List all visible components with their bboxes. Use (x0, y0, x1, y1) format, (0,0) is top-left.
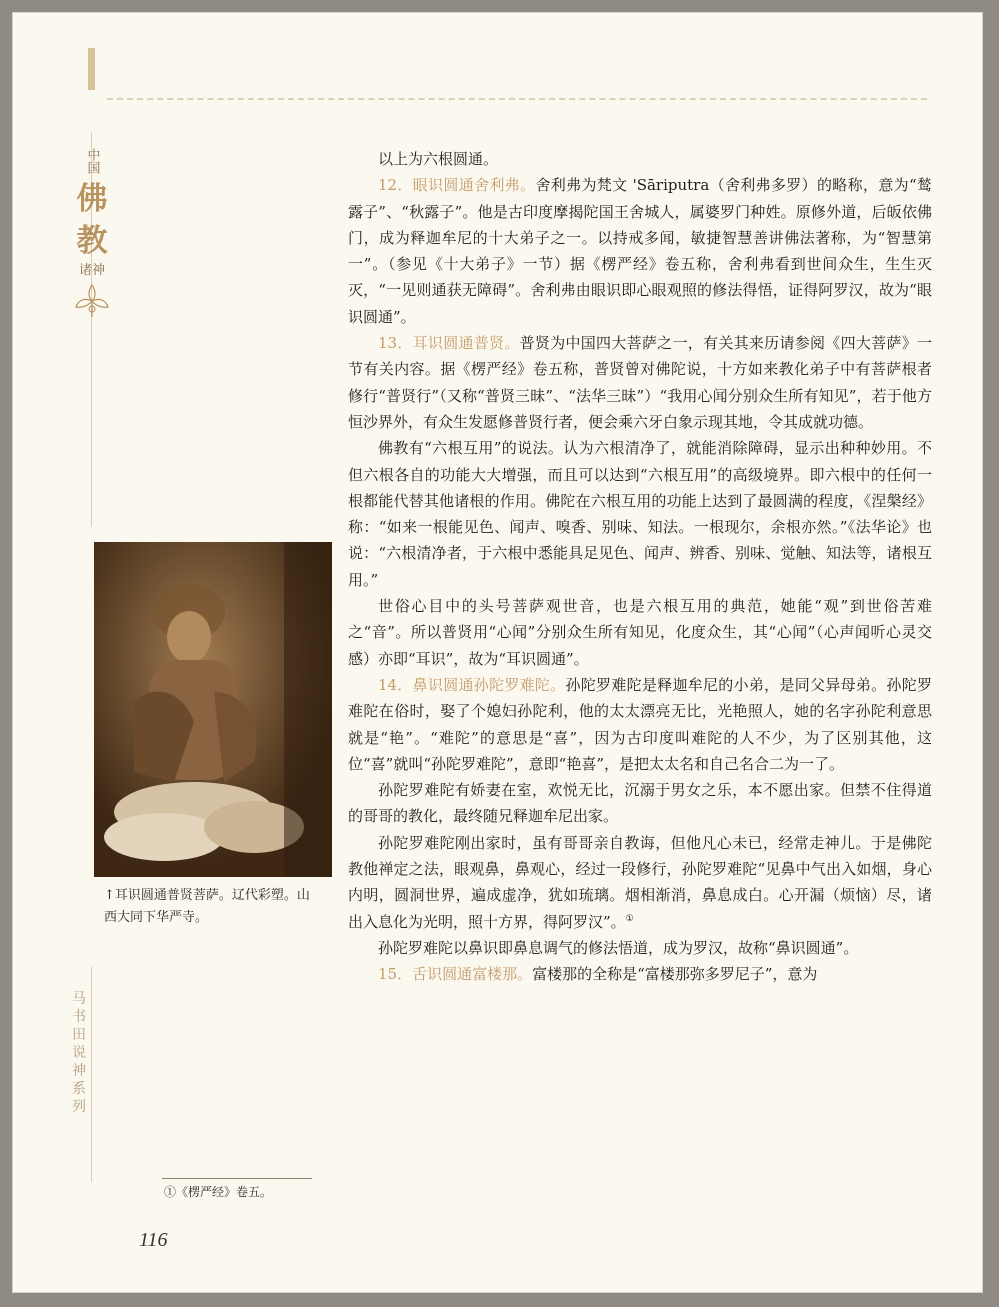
section-heading: 15．舌识圆通富楼那。 (378, 965, 533, 984)
samantabhadra-statue-icon (94, 542, 332, 877)
body-text (348, 146, 932, 988)
bodhisattva-photo (94, 542, 332, 877)
section-heading: 13．耳识圆通普贤。 (378, 334, 520, 353)
brand-char-1: 佛 (76, 181, 108, 217)
paragraph: 佛教有“六根互用”的说法。认为六根清净了，就能消除障碍，显示出种种妙用。不但六根各自的功能大大增强，而且可以达到“六根互用”的高级境界。即六根中的任何一根都能代替其他诸根的作用。佛陀在六根互用的功能上达到了最圆满的程度，《涅槃经》称：“如来一根能见色、闻声、嗅香、别味、知法。一根现尔，余根亦然。”《法华论》也说：“六根清净者，于六根中悉能具足见色、闻声、辨香、别味、觉触、知法等，诸根互用。” (348, 439, 932, 589)
section-heading: 14．鼻识圆通孙陀罗难陀。 (378, 675, 566, 694)
paragraph: 孙陀罗难陀有娇妻在室，欢悦无比，沉溺于男女之乐，本不愿出家。但禁不住得道的哥哥的教化，最终随兄释迦牟尼出家。 (348, 781, 932, 826)
footnote-rule (162, 1178, 312, 1179)
header-gold-bar (88, 48, 95, 90)
paragraph: 孙陀罗难陀以鼻识即鼻息调气的修法悟道，成为罗汉，故称“鼻识圆通”。 (378, 938, 859, 957)
brand-bottom: 诸神 (78, 263, 105, 278)
brand-top: 中国 (84, 148, 100, 174)
footnote-marker: ① (625, 913, 634, 924)
book-brand (70, 144, 114, 321)
header-dashed-line (107, 98, 927, 100)
paragraph: 12．眼识圆通舍利弗。舍利弗为梵文 'Sāriputra（舍利弗多罗）的略称，意为“鹙露子”、“秋露子”。他是古印度摩揭陀国王舍城人，属婆罗门种姓。原修外道，后皈依佛门，成为释迦牟尼的十大弟子之一。以持戒多闻，敏捷智慧善讲佛法著称，为“智慧第一”。（参见《十大弟子》一节）据《楞严经》卷五称，舍利弗看到世间众生，生生灭灭，“一见则通获无障碍”。舍利弗由眼识即心眼观照的修法得悟，证得阿罗汉，故为“眼识圆通”。 (348, 176, 932, 326)
paragraph: 以上为六根圆通。 (378, 150, 499, 168)
series-title: 马书田说神系列 (72, 991, 86, 1115)
paragraph: 13．耳识圆通普贤。普贤为中国四大菩萨之一，有关其来历请参阅《四大菩萨》一节有关内容。据《楞严经》卷五称，普贤曾对佛陀说，十方如来教化弟子中有菩萨根者修行“普贤行”（又称“普贤三昧”、“法华三昧”）“我用心闻分别众生所有知见”，若于他方恒沙界外，有众生发愿修普贤行者，便会乘六牙白象示现其地，令其成就功德。 (348, 334, 932, 431)
paragraph: 14．鼻识圆通孙陀罗难陀。孙陀罗难陀是释迦牟尼的小弟，是同父异母弟。孙陀罗难陀在俗时，娶了个媳妇孙陀利，他的太太漂亮无比，光艳照人，她的名字孙陀利意思就是“艳”。“难陀”的意思是“喜”，因为古印度叫难陀的人不少，为了区别其他，这位“喜”就叫“孙陀罗难陀”，意即“艳喜”，是把太太名和自己名合二为一了。 (348, 675, 932, 773)
photo-caption: ↑耳识圆通普贤菩萨。辽代彩塑。山西大同下华严寺。 (104, 888, 310, 925)
paragraph: 15．舌识圆通富楼那。富楼那的全称是“富楼那弥多罗尼子”，意为 (378, 965, 818, 984)
page-number: 116 (139, 1229, 168, 1251)
paragraph: 孙陀罗难陀刚出家时，虽有哥哥亲自教诲，但他凡心未已，经常走神儿。于是佛陀教他禅定之法，眼观鼻，鼻观心，经过一段修行，孙陀罗难陀“见鼻中气出入如烟，身心内明，圆洞世界，遍成虚净，犹如琉璃。烟相渐消，鼻息成白。心开漏（烦恼）尽，诸出入息化为光明，照十方界，得阿罗汉”。① (348, 833, 932, 931)
brand-char-2: 教 (76, 223, 108, 259)
paragraph: 世俗心目中的头号菩萨观世音，也是六根互用的典范，她能“观”到世俗苦难之“音”。所以普贤用“心闻”分别众生所有知见，化度众生，其“心闻”（心声闻听心灵交感）亦即“耳识”，故为“耳识圆通”。 (348, 597, 932, 668)
book-page (12, 12, 983, 1293)
footnote: ①《楞严经》卷五。 (164, 1185, 273, 1199)
lotus-ornament-icon (70, 281, 114, 321)
margin-rule-bottom (91, 967, 92, 1182)
section-heading: 12．眼识圆通舍利弗。 (378, 176, 536, 195)
